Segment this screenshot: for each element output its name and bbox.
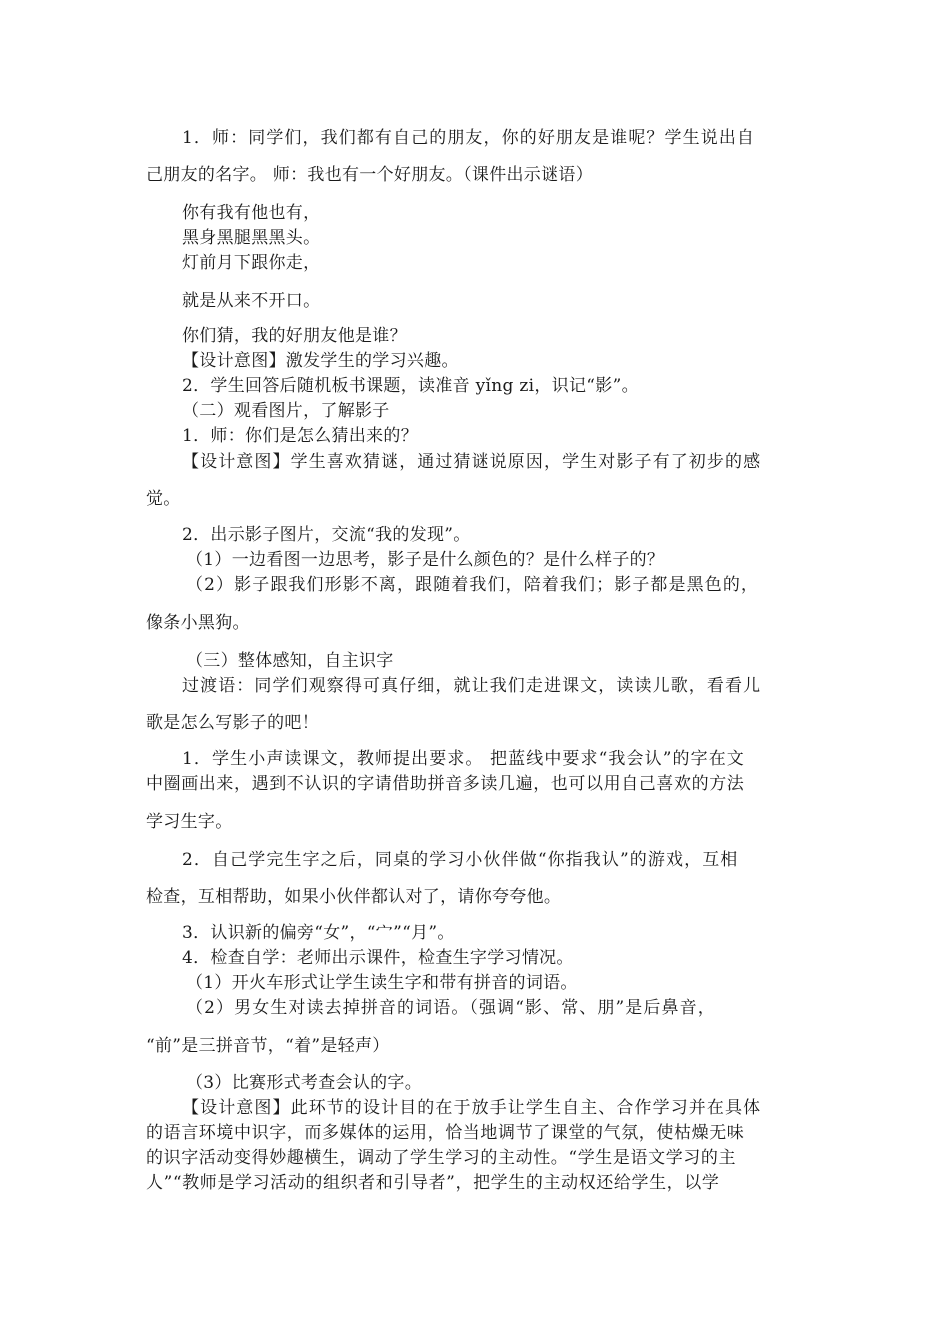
paragraph-line: 中圈画出来，遇到不认识的字请借助拼音多读几遍，也可以用自己喜欢的方法 [146,774,745,794]
paragraph-line: 2．出示影子图片，交流“我的发现”。 [182,525,471,545]
paragraph-line: 1．学生小声读课文，教师提出要求。 把蓝线中要求“我会认”的字在文 [182,749,745,769]
paragraph-line: （1）一边看图一边思考，影子是什么颜色的？是什么样子的？ [186,550,665,570]
paragraph-line: 过渡语：同学们观察得可真仔细，就让我们走进课文，读读儿歌，看看儿 [182,676,762,696]
paragraph-line: 己朋友的名字。 师：我也有一个好朋友。（课件出示谜语） [146,165,594,185]
riddle-line: 黑身黑腿黑黑头。 [182,228,321,248]
riddle-line: 就是从来不开口。 [182,291,321,311]
paragraph-line: 你们猜，我的好朋友他是谁？ [182,326,407,346]
design-intent-line: 【设计意图】此环节的设计目的在于放手让学生自主、合作学习并在具体 [182,1098,762,1118]
section-heading: （三）整体感知，自主识字 [186,651,394,671]
paragraph-line: （3）比赛形式考查会认的字。 [186,1073,423,1093]
paragraph-line: 觉。 [146,489,181,509]
riddle-line: 灯前月下跟你走， [182,253,321,273]
paragraph-line: 的识字活动变得妙趣横生，调动了学生学习的主动性。“学生是语文学习的主 [146,1148,737,1168]
paragraph-line: 4．检查自学：老师出示课件，检查生字学习情况。 [182,948,574,968]
riddle-line: 你有我有他也有， [182,203,321,223]
paragraph-line: 学习生字。 [146,812,233,832]
paragraph-line: 像条小黑狗。 [146,613,250,633]
paragraph-line: 1．师：你们是怎么猜出来的？ [182,426,419,446]
paragraph-line: 人”“教师是学习活动的组织者和引导者”，把学生的主动权还给学生，以学 [146,1173,720,1193]
paragraph-line: 检查，互相帮助，如果小伙伴都认对了，请你夸夸他。 [146,887,562,907]
paragraph-line: （1）开火车形式让学生读生字和带有拼音的词语。 [186,973,578,993]
paragraph-line: 3．认识新的偏旁“女”，“宀”“月”。 [182,923,455,943]
paragraph-line: （2）男女生对读去掉拼音的词语。（强调“影、常、朋”是后鼻音， [186,998,716,1018]
design-intent-line: 【设计意图】激发学生的学习兴趣。 [182,351,459,371]
paragraph-line: 歌是怎么写影子的吧！ [146,713,319,733]
paragraph-line: 的语言环境中识字，而多媒体的运用，恰当地调节了课堂的气氛，使枯燥无味 [146,1123,745,1143]
paragraph-line: “前”是三拼音节，“着”是轻声） [146,1036,390,1056]
paragraph-line: 1．师：同学们，我们都有自己的朋友，你的好朋友是谁呢？学生说出自 [182,128,756,148]
section-heading: （二）观看图片，了解影子 [182,401,390,421]
design-intent-line: 【设计意图】学生喜欢猜谜，通过猜谜说原因，学生对影子有了初步的感 [182,452,762,472]
paragraph-line: （2）影子跟我们形影不离，跟随着我们，陪着我们；影子都是黑色的， [186,575,760,595]
paragraph-line: 2．学生回答后随机板书课题，读准音 yǐng zi，识记“影”。 [182,376,639,396]
paragraph-line: 2．自己学完生字之后，同桌的学习小伙伴做“你指我认”的游戏，互相 [182,850,739,870]
